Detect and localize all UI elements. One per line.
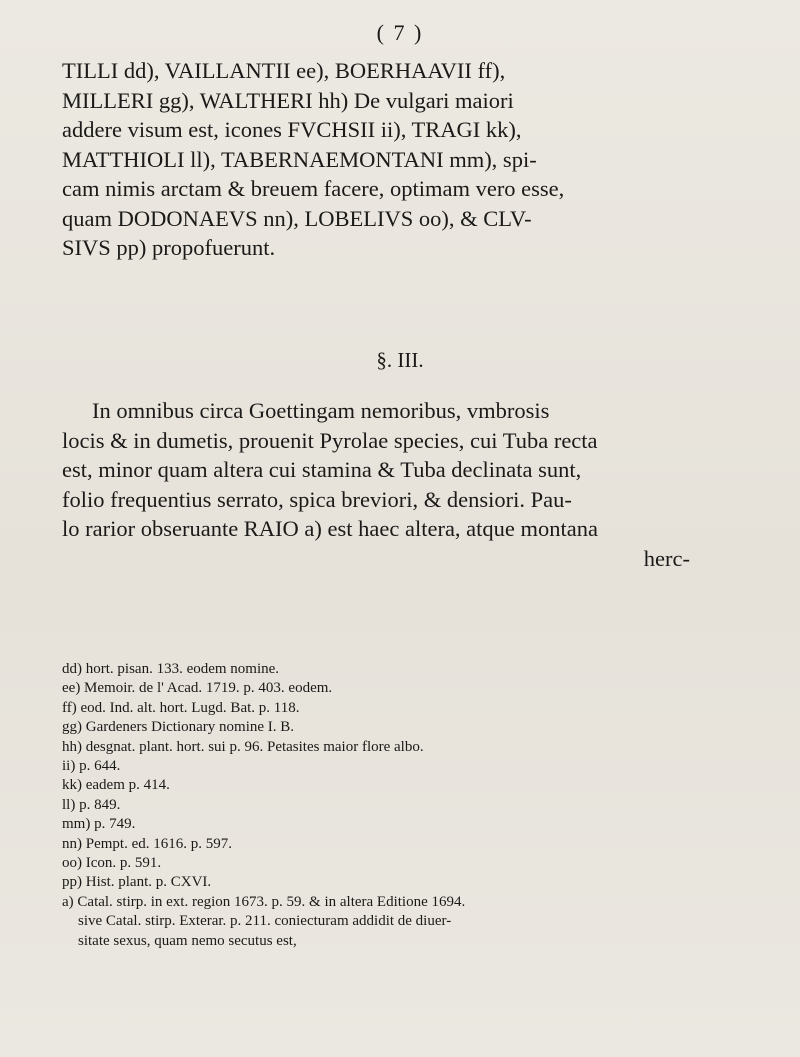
- text-line: MATTHIOLI ll), TABERNAEMONTANI mm), spi-: [62, 146, 537, 172]
- text-line: In omnibus circa Goettingam nemoribus, vmbrosis: [92, 398, 550, 423]
- paragraph-1: [62, 56, 762, 263]
- footnote: ll) p. 849.: [62, 796, 121, 813]
- footnote: ff) eod. Ind. alt. hort. Lugd. Bat. p. 118.: [62, 699, 300, 716]
- text-line: MILLERI gg), WALTHERI hh) De vulgari maiori: [62, 87, 514, 113]
- footnote: a) Catal. stirp. in ext. region 1673. p. 59. & in altera Editione 1694.: [62, 893, 466, 910]
- text-line: est, minor quam altera cui stamina & Tuba declinata sunt,: [62, 457, 582, 482]
- footnote: sive Catal. stirp. Exterar. p. 211. coniecturam addidit de diuer-: [78, 913, 452, 930]
- page-number: ( 7 ): [376, 20, 424, 45]
- text-line: quam DODONAEVS nn), LOBELIVS oo), & CLV-: [62, 205, 532, 231]
- footnote: mm) p. 749.: [62, 816, 136, 833]
- text-line: lo rarior obseruante RAIO a) est haec altera, atque montana: [62, 516, 599, 541]
- footnote: kk) eadem p. 414.: [62, 777, 170, 794]
- footnote: oo) Icon. p. 591.: [62, 855, 162, 872]
- text-line: folio frequentius serrato, spica breviori, & densiori. Pau-: [62, 486, 572, 512]
- footnote: pp) Hist. plant. p. CXVI.: [62, 874, 212, 891]
- text-line: SIVS pp) propofuerunt.: [62, 235, 276, 260]
- text-line: cam nimis arctam & breuem facere, optimam vero esse,: [62, 176, 565, 201]
- footnote: ee) Memoir. de l' Acad. 1719. p. 403. eodem.: [62, 680, 333, 697]
- footnotes: [62, 660, 752, 951]
- text-line: locis & in dumetis, prouenit Pyrolae species, cui Tuba recta: [62, 427, 598, 453]
- footnote: ii) p. 644.: [62, 758, 121, 775]
- paragraph-2: [62, 396, 762, 573]
- text-line: TILLI dd), VAILLANTII ee), BOERHAAVII ff),: [62, 58, 506, 83]
- text-line: addere visum est, icones FVCHSII ii), TRAGI kk),: [62, 117, 522, 142]
- footnote: sitate sexus, quam nemo secutus est,: [78, 932, 297, 949]
- footnote: gg) Gardeners Dictionary nomine I. B.: [62, 719, 295, 736]
- catchword: herc-: [643, 545, 690, 571]
- footnote: dd) hort. pisan. 133. eodem nomine.: [62, 661, 280, 677]
- section-heading: §. III.: [376, 348, 424, 372]
- footnote: nn) Pempt. ed. 1616. p. 597.: [62, 835, 232, 852]
- footnote: hh) desgnat. plant. hort. sui p. 96. Petasites maior flore albo.: [62, 738, 424, 755]
